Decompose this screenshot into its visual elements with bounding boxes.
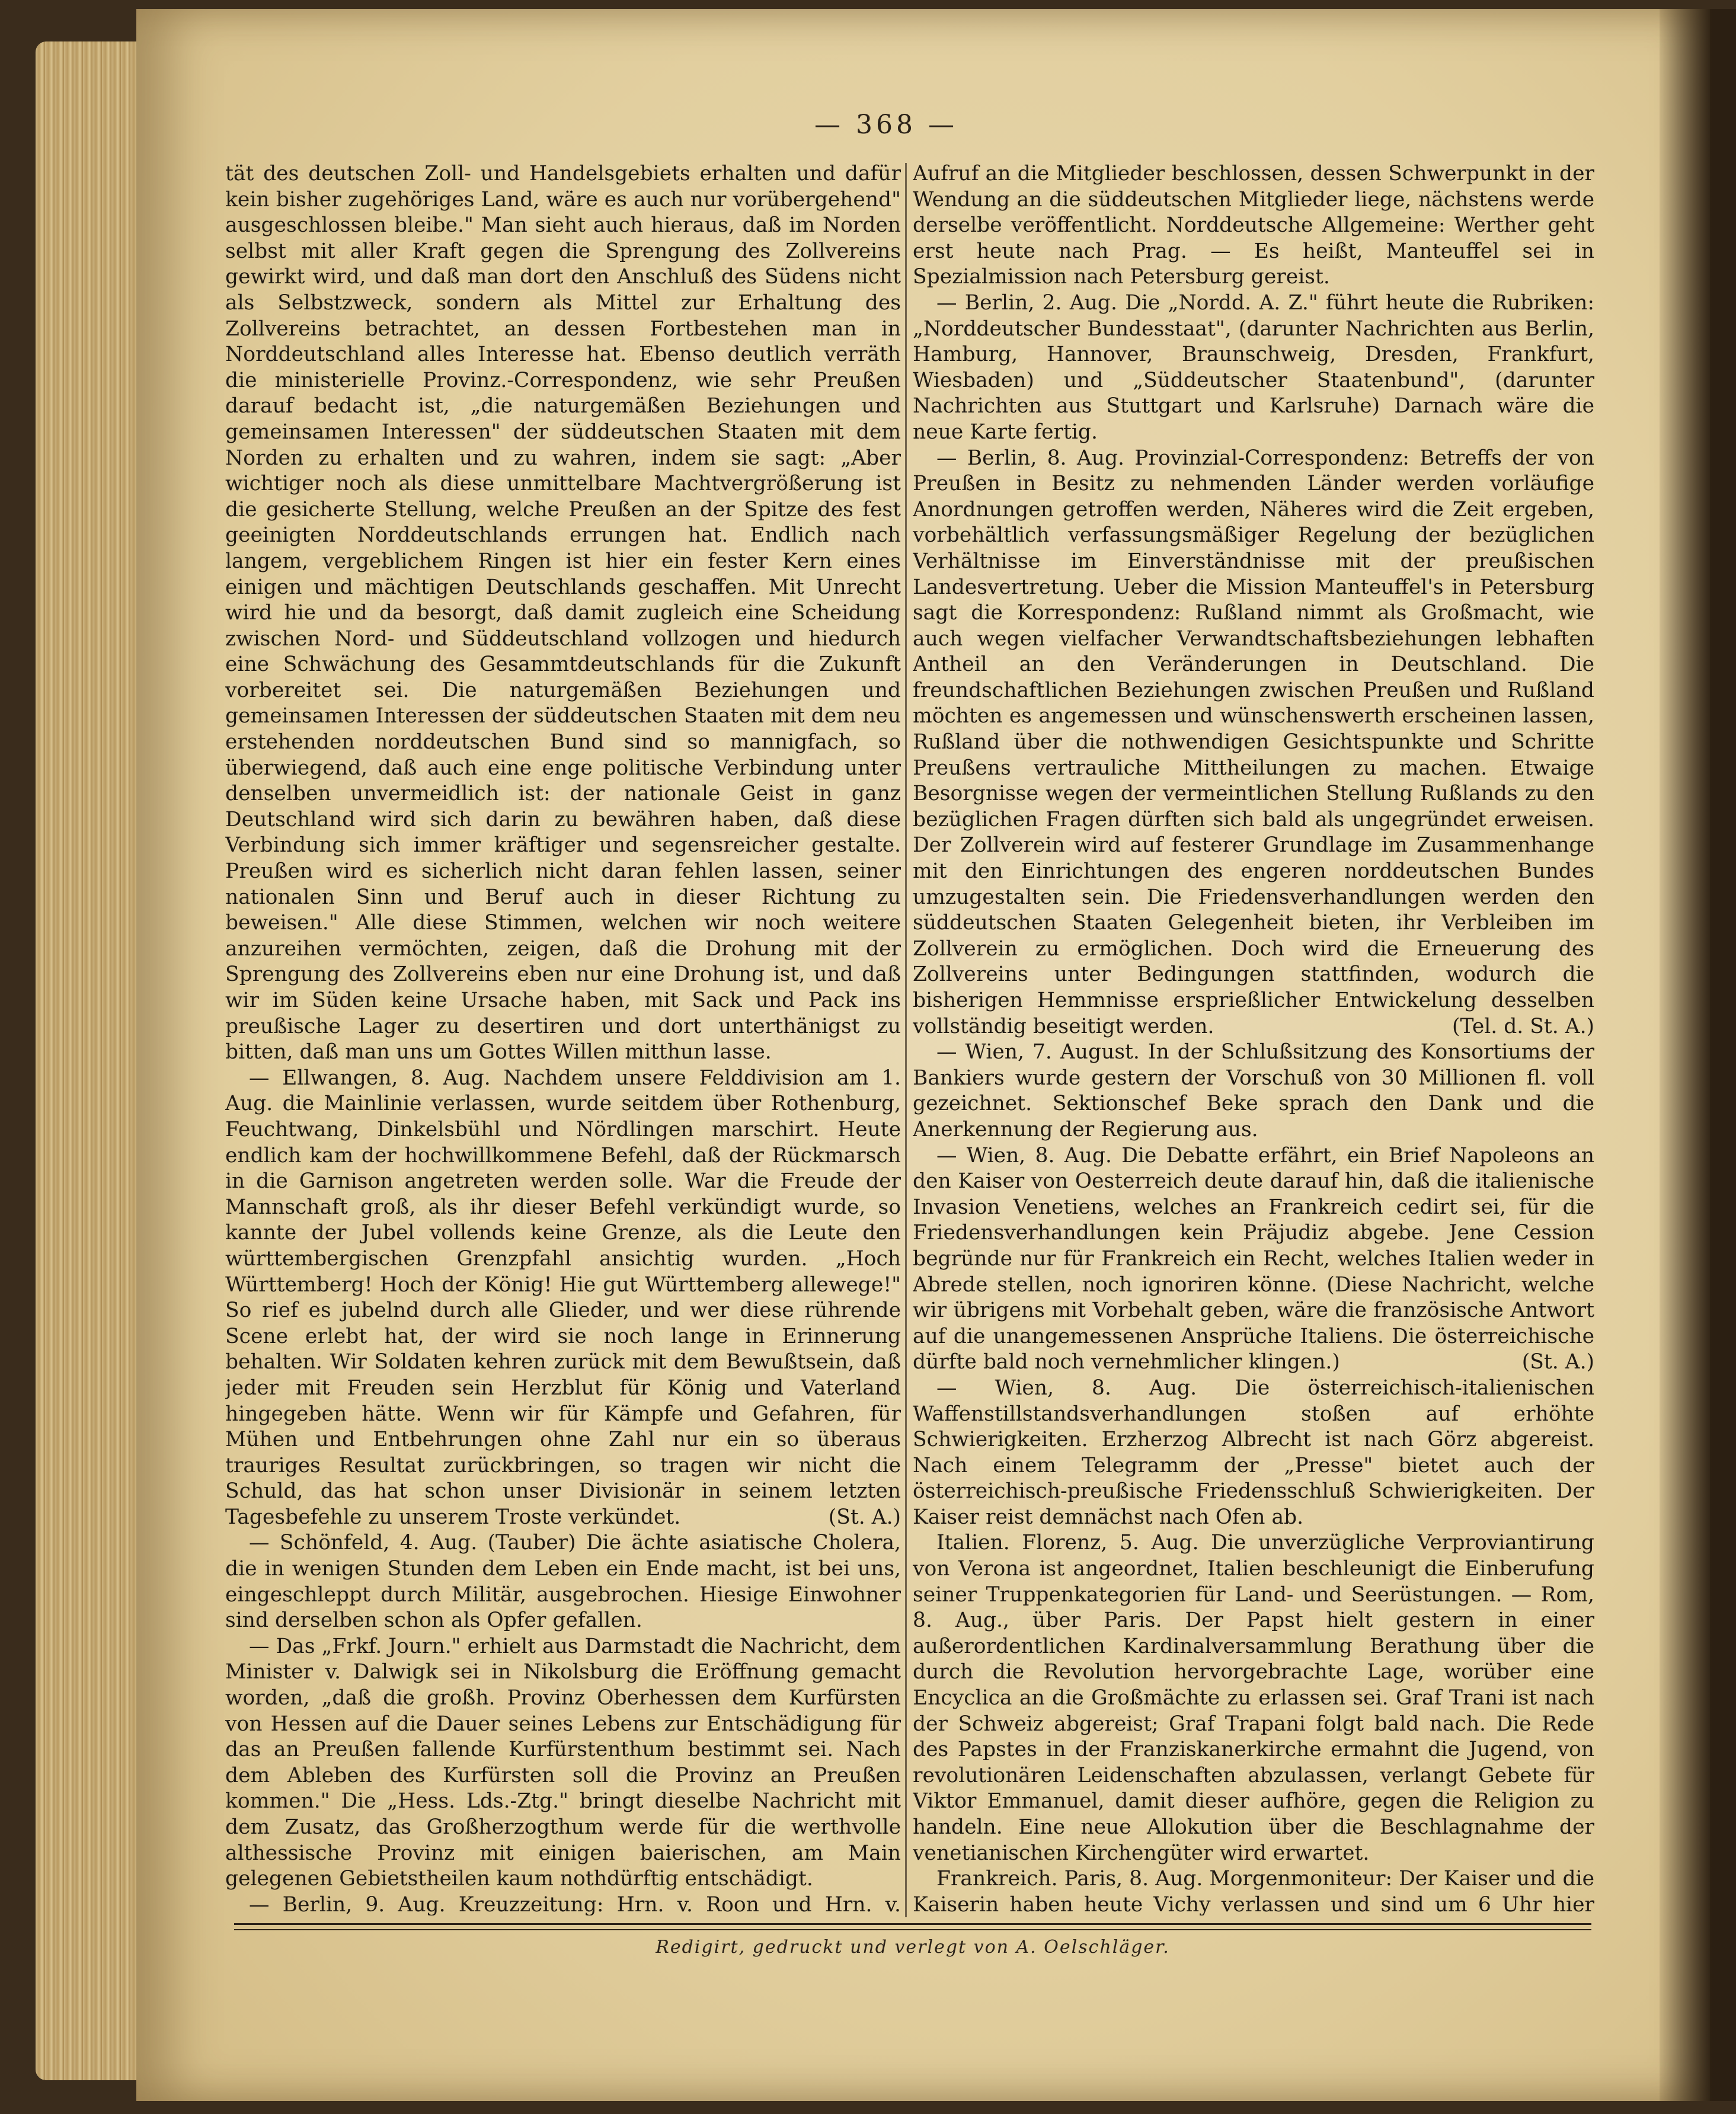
page-number: — 368 — bbox=[814, 110, 958, 140]
article-italien: Italien. Florenz, 5. Aug. Die unverzügliche Verproviantirung von Verona ist angeordnet, Italien beschleunigt die Einberufung seiner Truppenkategorien für Land- und Seerüstungen. — Rom, 8. Aug., über Paris. Der Papst hielt gestern in einer außerordentlichen Kardinalversammlung Berathung über die durch die Revolution hervorgebrachte Lage, worüber eine Encyclica an die Großmächte zu erlassen sei. Graf Trani ist nach der Schweiz abgereist; Graf Trapani folgt bald nach. Die Rede des Papstes in der Franziskanerkirche ermahnt die Jugend, von revolutionären Leidenschaften abzulassen, verlangt Gebete für Viktor Emmanuel, damit dieser aufhöre, gegen die Religion zu handeln. Eine neue Allokution über die Beschlagnahme der venetianischen Kirchengüter wird erwartet. bbox=[913, 1531, 1594, 1865]
article-ellwangen bbox=[225, 1066, 901, 1531]
book-page-edges bbox=[36, 41, 148, 2080]
source-signature: (Tel. d. St. A.) bbox=[1452, 1014, 1594, 1038]
article-wien-7-aug: — Wien, 7. August. In der Schlußsitzung des Konsortiums der Bankiers wurde gestern der Vorschuß von 30 Millionen fl. voll gezeichnet. Sektionschef Beke sprach den Dank und die Anerkennung der Regierung aus. bbox=[913, 1040, 1594, 1141]
article-aufruf-continued: Aufruf an die Mitglieder beschlossen, dessen Schwerpunkt in der Wendung an die süddeutschen Mitglieder liege, nächstens werde derselbe veröffentlicht. Norddeutsche Allgemeine: Werther geht erst heute nach Prag. — Es heißt, Manteuffel sei in Spezialmission nach Petersburg gereist. bbox=[913, 162, 1594, 289]
article-schoenfeld: — Schönfeld, 4. Aug. (Tauber) Die ächte asiatische Cholera, die in wenigen Stunden dem Leben ein Ende macht, ist bei uns, eingeschleppt durch Militär, ausgebrochen. Hiesige Einwohner sind derselben schon als Opfer gefallen. bbox=[225, 1531, 901, 1633]
article-zollverein-continued: tät des deutschen Zoll- und Handelsgebiets erhalten und dafür kein bisher zugehöriges Land, wäre es auch nur vorübergehend" ausgeschlossen bleibe." Man sieht auch hieraus, daß im Norden selbst mit aller Kraft gegen die Sprengung des Zollvereins gewirkt wird, und daß man dort den Anschluß des Südens nicht als Selbstzweck, sondern als Mittel zur Erhaltung des Zollvereins betrachtet, an dessen Fortbestehen man in Norddeutschland alles Interesse hat. Ebenso deutlich verräth die ministerielle Provinz.-Correspondenz, wie sehr Preußen darauf bedacht ist, „die naturgemäßen Beziehungen und gemeinsamen Interessen" der süddeutschen Staaten mit dem Norden zu erhalten und zu wahren, indem sie sagt: „Aber wichtiger noch als diese unmittelbare Machtvergrößerung ist die gesicherte Stellung, welche Preußen an der Spitze des fest geeinigten Norddeutschlands errungen hat. Endlich nach langem, vergeblichem Ringen ist hier ein fester Kern eines einigen und mächtigen Deutschlands geschaffen. Mit Unrecht wird hie und da besorgt, daß damit zugleich eine Scheidung zwischen Nord- und Süddeutschland vollzogen und hiedurch eine Schwächung des Gesammtdeutschlands für die Zukunft vorbereitet sei. Die naturgemäßen Beziehungen und gemeinsamen Interessen der süddeutschen Staaten mit dem neu erstehenden norddeutschen Bund sind so mannigfach, so überwiegend, daß auch eine enge politische Verbindung unter denselben unvermeidlich ist: der nationale Geist in ganz Deutschland wird sich darin zu bewähren haben, daß diese Verbindung sich immer kräftiger und segensreicher gestalte. Preußen wird es sicherlich nicht daran fehlen lassen, seiner nationalen Sinn und Beruf auch in dieser Richtung zu beweisen." Alle diese Stimmen, welchen wir noch weitere anzureihen vermöchten, zeigen, daß die Drohung mit der Sprengung des Zollvereins eben nur eine Drohung ist, und daß wir im Süden keine Ursache haben, mit Sack und Pack ins preußische Lager zu desertiren und dort unterthänigst zu bitten, daß man uns um Gottes Willen mitthun lasse. bbox=[225, 162, 901, 1064]
column-divider bbox=[905, 163, 907, 1917]
imprint-line: Redigirt, gedruckt und verlegt von A. Oelschläger. bbox=[656, 1937, 1170, 1958]
article-wien-8-aug-armistice: — Wien, 8. Aug. Die österreichisch-italienischen Waffenstillstandsverhandlungen stoßen auf erhöhte Schwierigkeiten. Erzherzog Albrecht ist nach Görz abgereist. Nach einem Telegramm der „Presse" bietet auch der österreichisch-preußische Friedensschluß Schwierigkeiten. Der Kaiser reist demnächst nach Ofen ab. bbox=[913, 1376, 1594, 1529]
article-ellwangen-text: — Ellwangen, 8. Aug. Nachdem unsere Felddivision am 1. Aug. die Mainlinie verlassen, wurde seitdem über Rothenburg, Feuchtwang, Dinkelsbühl und Nördlingen marschirt. Heute endlich kam der hochwillkommene Befehl, daß der Rückmarsch in die Garnison angetreten werden solle. War die Freude der Mannschaft groß, als ihr dieser Befehl verkündigt wurde, so kannte der Jubel vollends keine Grenze, als die Leute den württembergischen Grenzpfahl ansichtig wurden. „Hoch Württemberg! Hoch der König! Hie gut Württemberg allewege!" So rief es jubelnd durch alle Glieder, und wer diese rührende Scene erlebt hat, der wird sie noch lange in Erinnerung behalten. Wir Soldaten kehren zurück mit dem Bewußtsein, daß jeder mit Freuden sein Herzblut für König und Vaterland hingegeben hätte. Wenn wir für Kämpfe und Gefahren, für Mühen und Entbehrungen ohne Zahl nur ein so überaus trauriges Resultat zurückbringen, so tragen wir nicht die Schuld, das hat schon unser Divisionär in seinem letzten Tagesbefehle zu unserem Troste verkündet. bbox=[225, 1066, 901, 1529]
article-berlin-8-aug-text: — Berlin, 8. Aug. Provinzial-Correspondenz: Betreffs der von Preußen in Besitz zu nehmenden Länder werden vorläufige Anordnungen getroffen werden, Näheres wird die Zeit ergeben, vorbehältlich verfassungsmäßiger Regelung der bezüglichen Verhältnisse im Einverständnisse mit der preußischen Landesvertretung. Ueber die Mission Manteuffel's in Petersburg sagt die Korrespondenz: Rußland nimmt als Großmacht, wie auch wegen vielfacher Verwandtschaftsbeziehungen lebhaften Antheil an den Veränderungen in Deutschland. Die freundschaftlichen Beziehungen zwischen Preußen und Rußland möchten es angemessen und wünschenswerth erscheinen lassen, Rußland über die nothwendigen Gesichtspunkte und Schritte Preußens vertrauliche Mittheilungen zu machen. Etwaige Besorgnisse wegen der vermeintlichen Stellung Rußlands zu den bezüglichen Fragen dürften sich bald als ungegründet erweisen. Der Zollverein wird auf festerer Grundlage im Zusammenhange mit den Einrichtungen des engeren norddeutschen Bundes umzugestalten sein. Die Friedensverhandlungen werden den süddeutschen Staaten Gelegenheit bieten, ihr Verbleiben im Zollverein zu ermöglichen. Doch wird die Erneuerung des Zollvereins unter Bedingungen stattfinden, wodurch die bisherigen Hemmnisse ersprießlicher Entwickelung desselben vollständig beseitigt werden. bbox=[913, 446, 1594, 1038]
right-column bbox=[913, 161, 1594, 1915]
article-wien-8-aug-napoleon bbox=[913, 1143, 1594, 1376]
article-frankreich: Frankreich. Paris, 8. Aug. Morgenmoniteur: Der Kaiser und die Kaiserin haben heute Vichy verlassen und sind um 6 Uhr hier bbox=[913, 1867, 1594, 1915]
article-berlin-8-aug bbox=[913, 446, 1594, 1040]
article-berlin-9-aug: — Berlin, 9. Aug. Kreuzzeitung: Hrn. v. Roon und Hrn. v. bbox=[249, 1892, 901, 1915]
binding-shadow bbox=[1660, 9, 1736, 2101]
footer-rule bbox=[234, 1923, 1591, 1930]
article-berlin-2-aug: — Berlin, 2. Aug. Die „Nordd. A. Z." führt heute die Rubriken: „Norddeutscher Bundesstaat", (darunter Nachrichten aus Berlin, Hamburg, Hannover, Braunschweig, Dresden, Frankfurt, Wiesbaden) und „Süddeutscher Staatenbund", (darunter Nachrichten aus Stuttgart und Karlsruhe) Darnach wäre die neue Karte fertig. bbox=[913, 290, 1594, 444]
left-column bbox=[225, 161, 901, 1915]
article-darmstadt-news: — Das „Frkf. Journ." erhielt aus Darmstadt die Nachricht, dem Minister v. Dalwigk sei in Nikolsburg die Eröffnung gemacht worden, „daß die großh. Provinz Oberhessen dem Kurfürsten von Hessen auf die Dauer seines Lebens zur Entschädigung für das an Preußen fallende Kurfürstenthum bestimmt sei. Nach dem Ableben des Kurfürsten soll die Provinz an Preußen kommen." Die „Hess. Lds.-Ztg." bringt dieselbe Nachricht mit dem Zusatz, das Großherzogthum werde für die werthvolle althessische Provinz mit einigen baierischen, am Main gelegenen Gebietstheilen kaum nothdürftig entschädigt. bbox=[225, 1634, 901, 1891]
article-wien-napoleon-text: — Wien, 8. Aug. Die Debatte erfährt, ein Brief Napoleons an den Kaiser von Oesterreich deute darauf hin, daß die italienische Invasion Venetiens, welches an Frankreich cedirt sei, für die Friedensverhandlungen kein Präjudiz abgebe. Jene Cession begründe nur für Frankreich ein Recht, welches Italien weder in Abrede stellen, noch ignoriren könne. (Diese Nachricht, welche wir übrigens mit Vorbehalt geben, wäre die französische Antwort auf die unangemessenen Ansprüche Italiens. Die österreichische dürfte bald noch vernehmlicher klingen.) bbox=[913, 1143, 1594, 1374]
source-signature: (St. A.) bbox=[828, 1505, 901, 1529]
source-signature: (St. A.) bbox=[1521, 1350, 1594, 1374]
